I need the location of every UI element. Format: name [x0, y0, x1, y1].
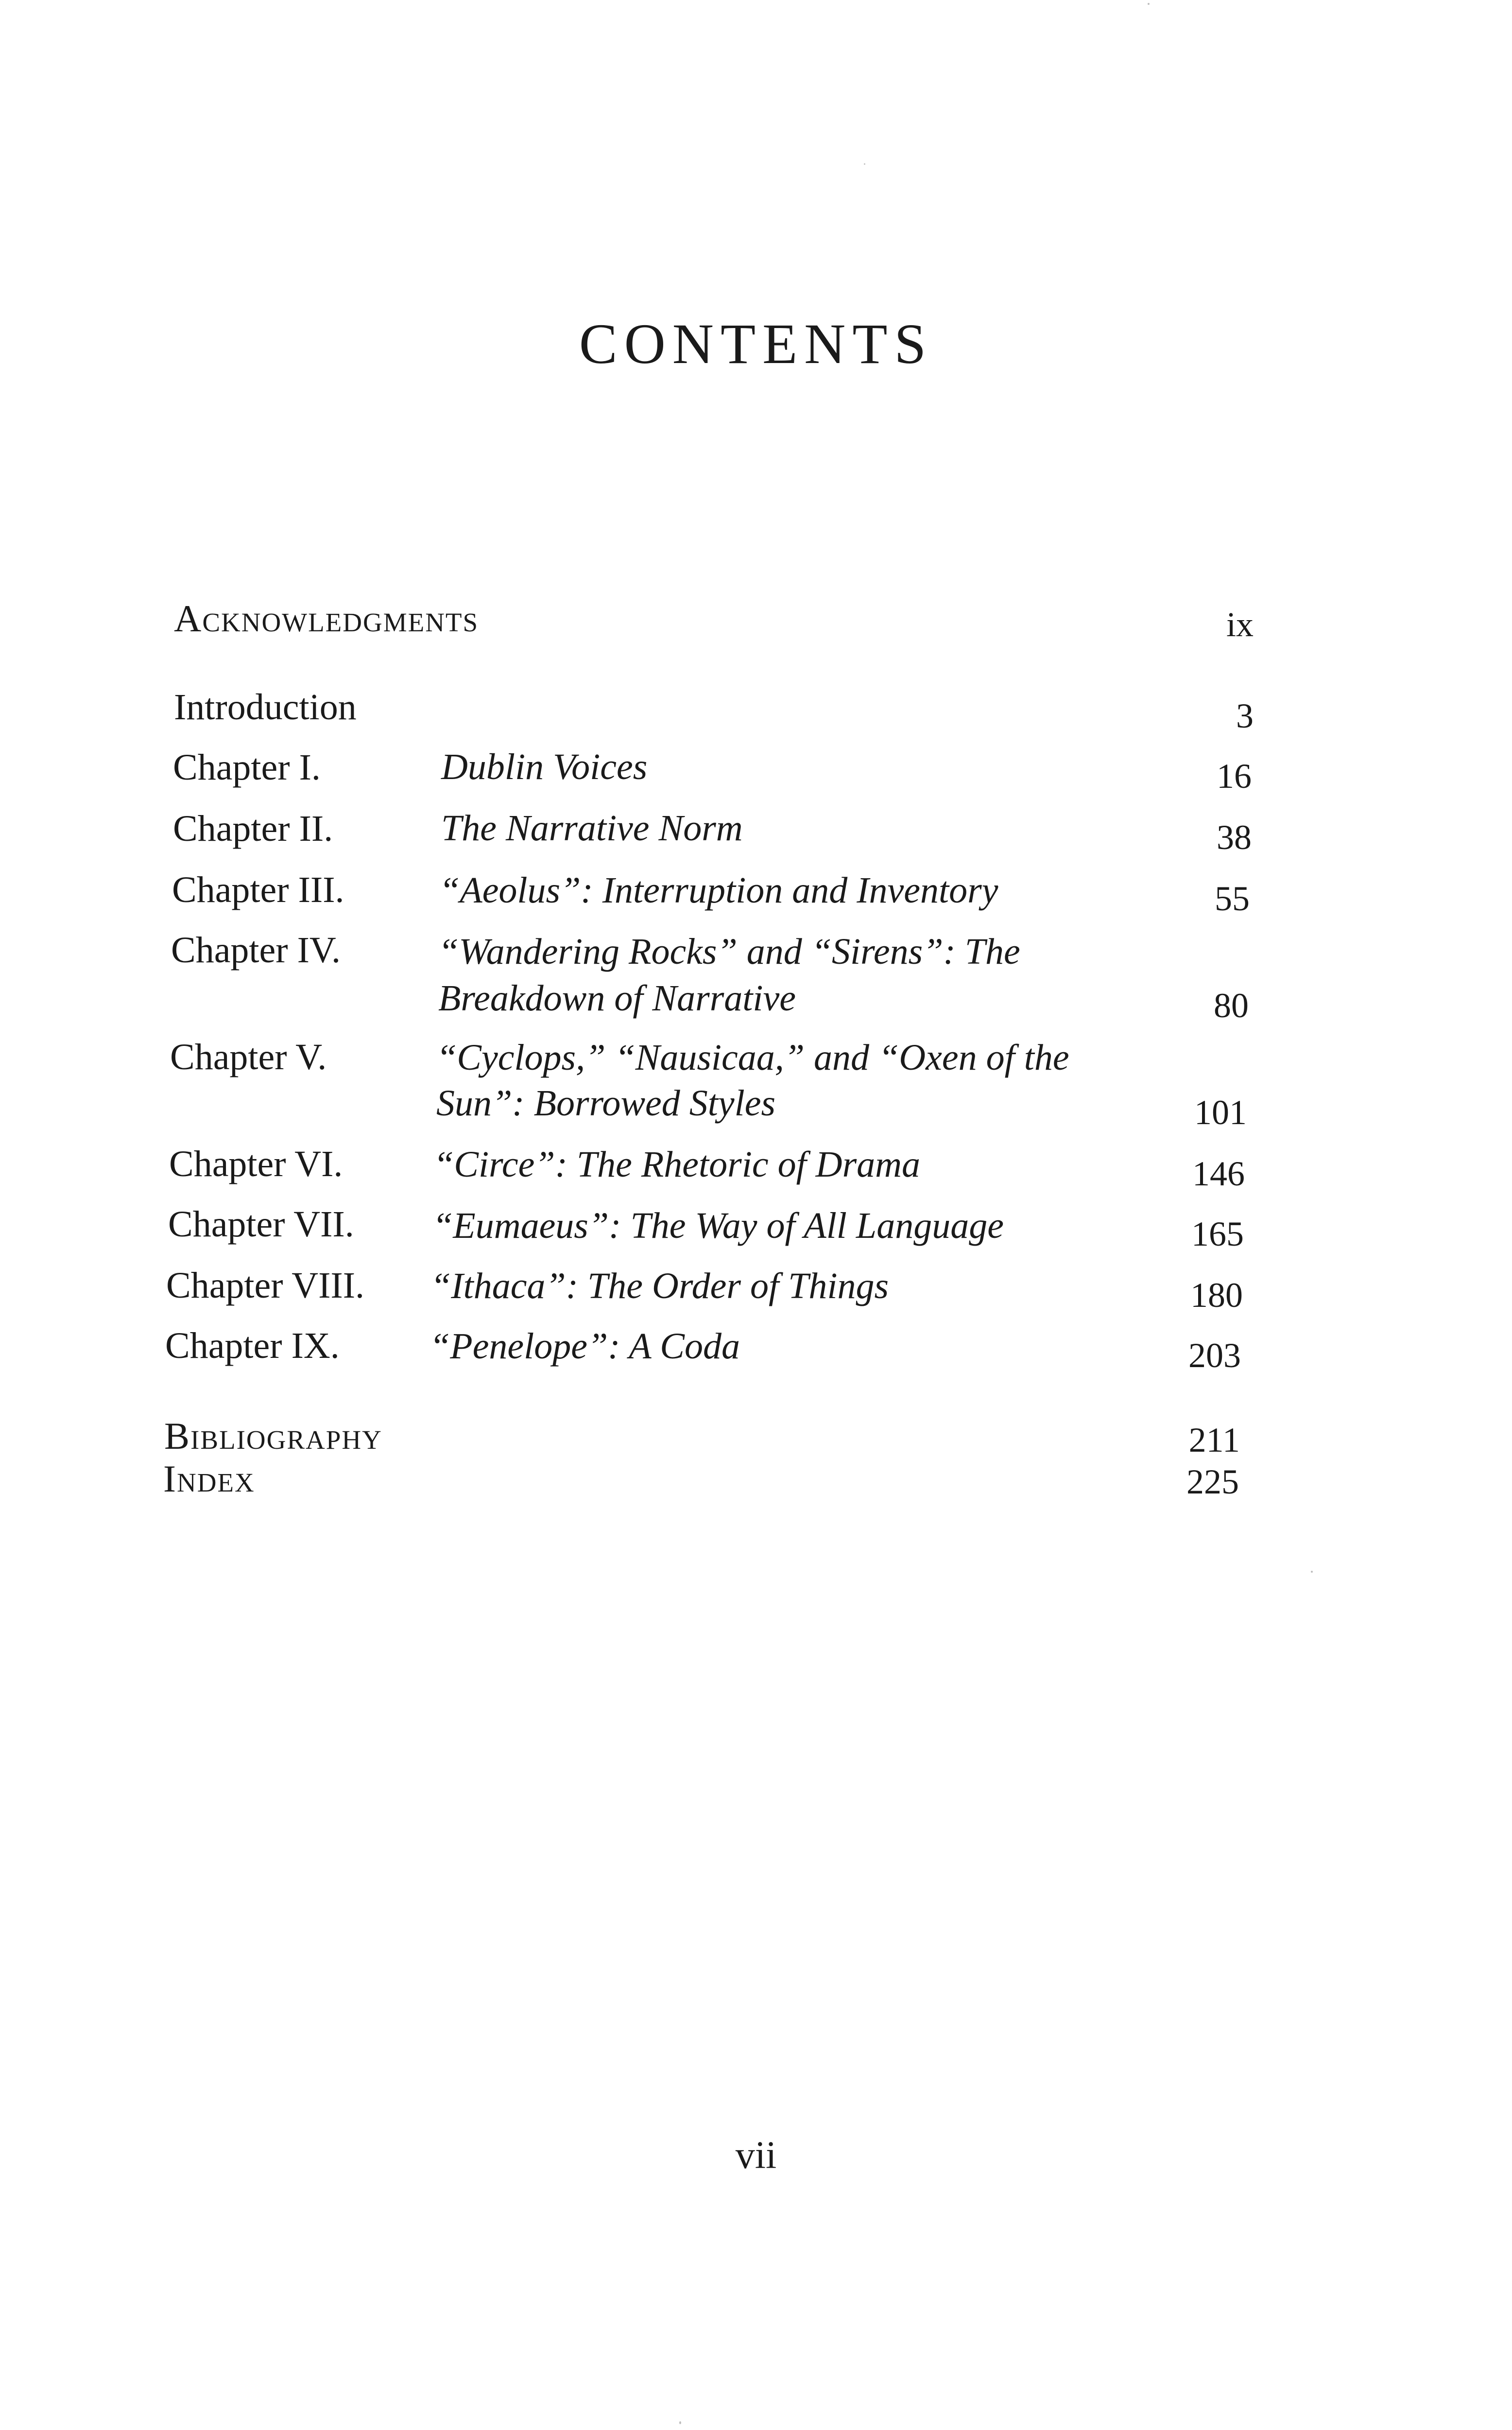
toc-entry-page: 55 — [1215, 879, 1250, 918]
toc-entry-label: Chapter V. — [170, 1037, 327, 1077]
toc-entry-title: “Eumaeus”: The Way of All Language — [432, 1205, 1004, 1246]
scan-speck — [1148, 3, 1150, 5]
toc-entry-label: Chapter I. — [173, 747, 321, 788]
toc-entry-title: “Ithaca”: The Order of Things — [430, 1266, 889, 1306]
toc-entry-title: Dublin Voices — [441, 746, 648, 787]
toc-entry-page: 146 — [1192, 1154, 1245, 1193]
toc-bibliography-label: Bibliography — [164, 1415, 382, 1457]
scan-speck — [864, 163, 865, 165]
toc-index-page: 225 — [1186, 1462, 1239, 1501]
toc-entry-title: “Cyclops,” “Nausicaa,” and “Oxen of the — [436, 1037, 1069, 1078]
toc-entry-page: 203 — [1188, 1336, 1241, 1375]
toc-entry-title: “Aeolus”: Interruption and Inventory — [439, 870, 998, 911]
toc-entry-page: 16 — [1217, 757, 1252, 796]
toc-entry-label: Chapter VI. — [169, 1144, 343, 1184]
toc-entry-label: Chapter IX. — [165, 1325, 340, 1366]
toc-entry-title: “Penelope”: A Coda — [430, 1326, 740, 1367]
toc-acknowledgments-label: Acknowledgments — [174, 597, 479, 640]
toc-entry-label: Introduction — [174, 687, 357, 728]
toc-entry-label: Chapter VII. — [168, 1204, 354, 1245]
page-title: CONTENTS — [579, 312, 933, 376]
scan-speck — [1311, 1571, 1313, 1573]
toc-entry-title-continued: Sun”: Borrowed Styles — [436, 1083, 776, 1124]
toc-entry-page: 80 — [1214, 986, 1249, 1025]
toc-entry-page: 165 — [1191, 1215, 1244, 1253]
toc-entry-label: Chapter VIII. — [166, 1265, 365, 1306]
toc-entry-title: “Circe”: The Rhetoric of Drama — [433, 1144, 921, 1185]
page-number: vii — [735, 2134, 777, 2177]
toc-acknowledgments-page: ix — [1226, 605, 1254, 644]
toc-entry-label: Chapter II. — [173, 808, 333, 849]
toc-entry-page: 38 — [1217, 818, 1252, 857]
toc-entry-label: Chapter III. — [172, 869, 344, 910]
toc-bibliography-page: 211 — [1188, 1421, 1240, 1459]
scan-speck — [679, 2421, 681, 2424]
toc-entry-title: “Wandering Rocks” and “Sirens”: The — [438, 931, 1020, 972]
toc-entry-title-continued: Breakdown of Narrative — [438, 978, 796, 1019]
toc-entry-title: The Narrative Norm — [441, 808, 743, 849]
toc-entry-page: 180 — [1190, 1276, 1243, 1315]
toc-entry-label: Chapter IV. — [171, 930, 341, 971]
toc-entry-page: 3 — [1236, 696, 1254, 735]
toc-index-label: Index — [163, 1458, 255, 1500]
toc-entry-page: 101 — [1194, 1093, 1247, 1132]
